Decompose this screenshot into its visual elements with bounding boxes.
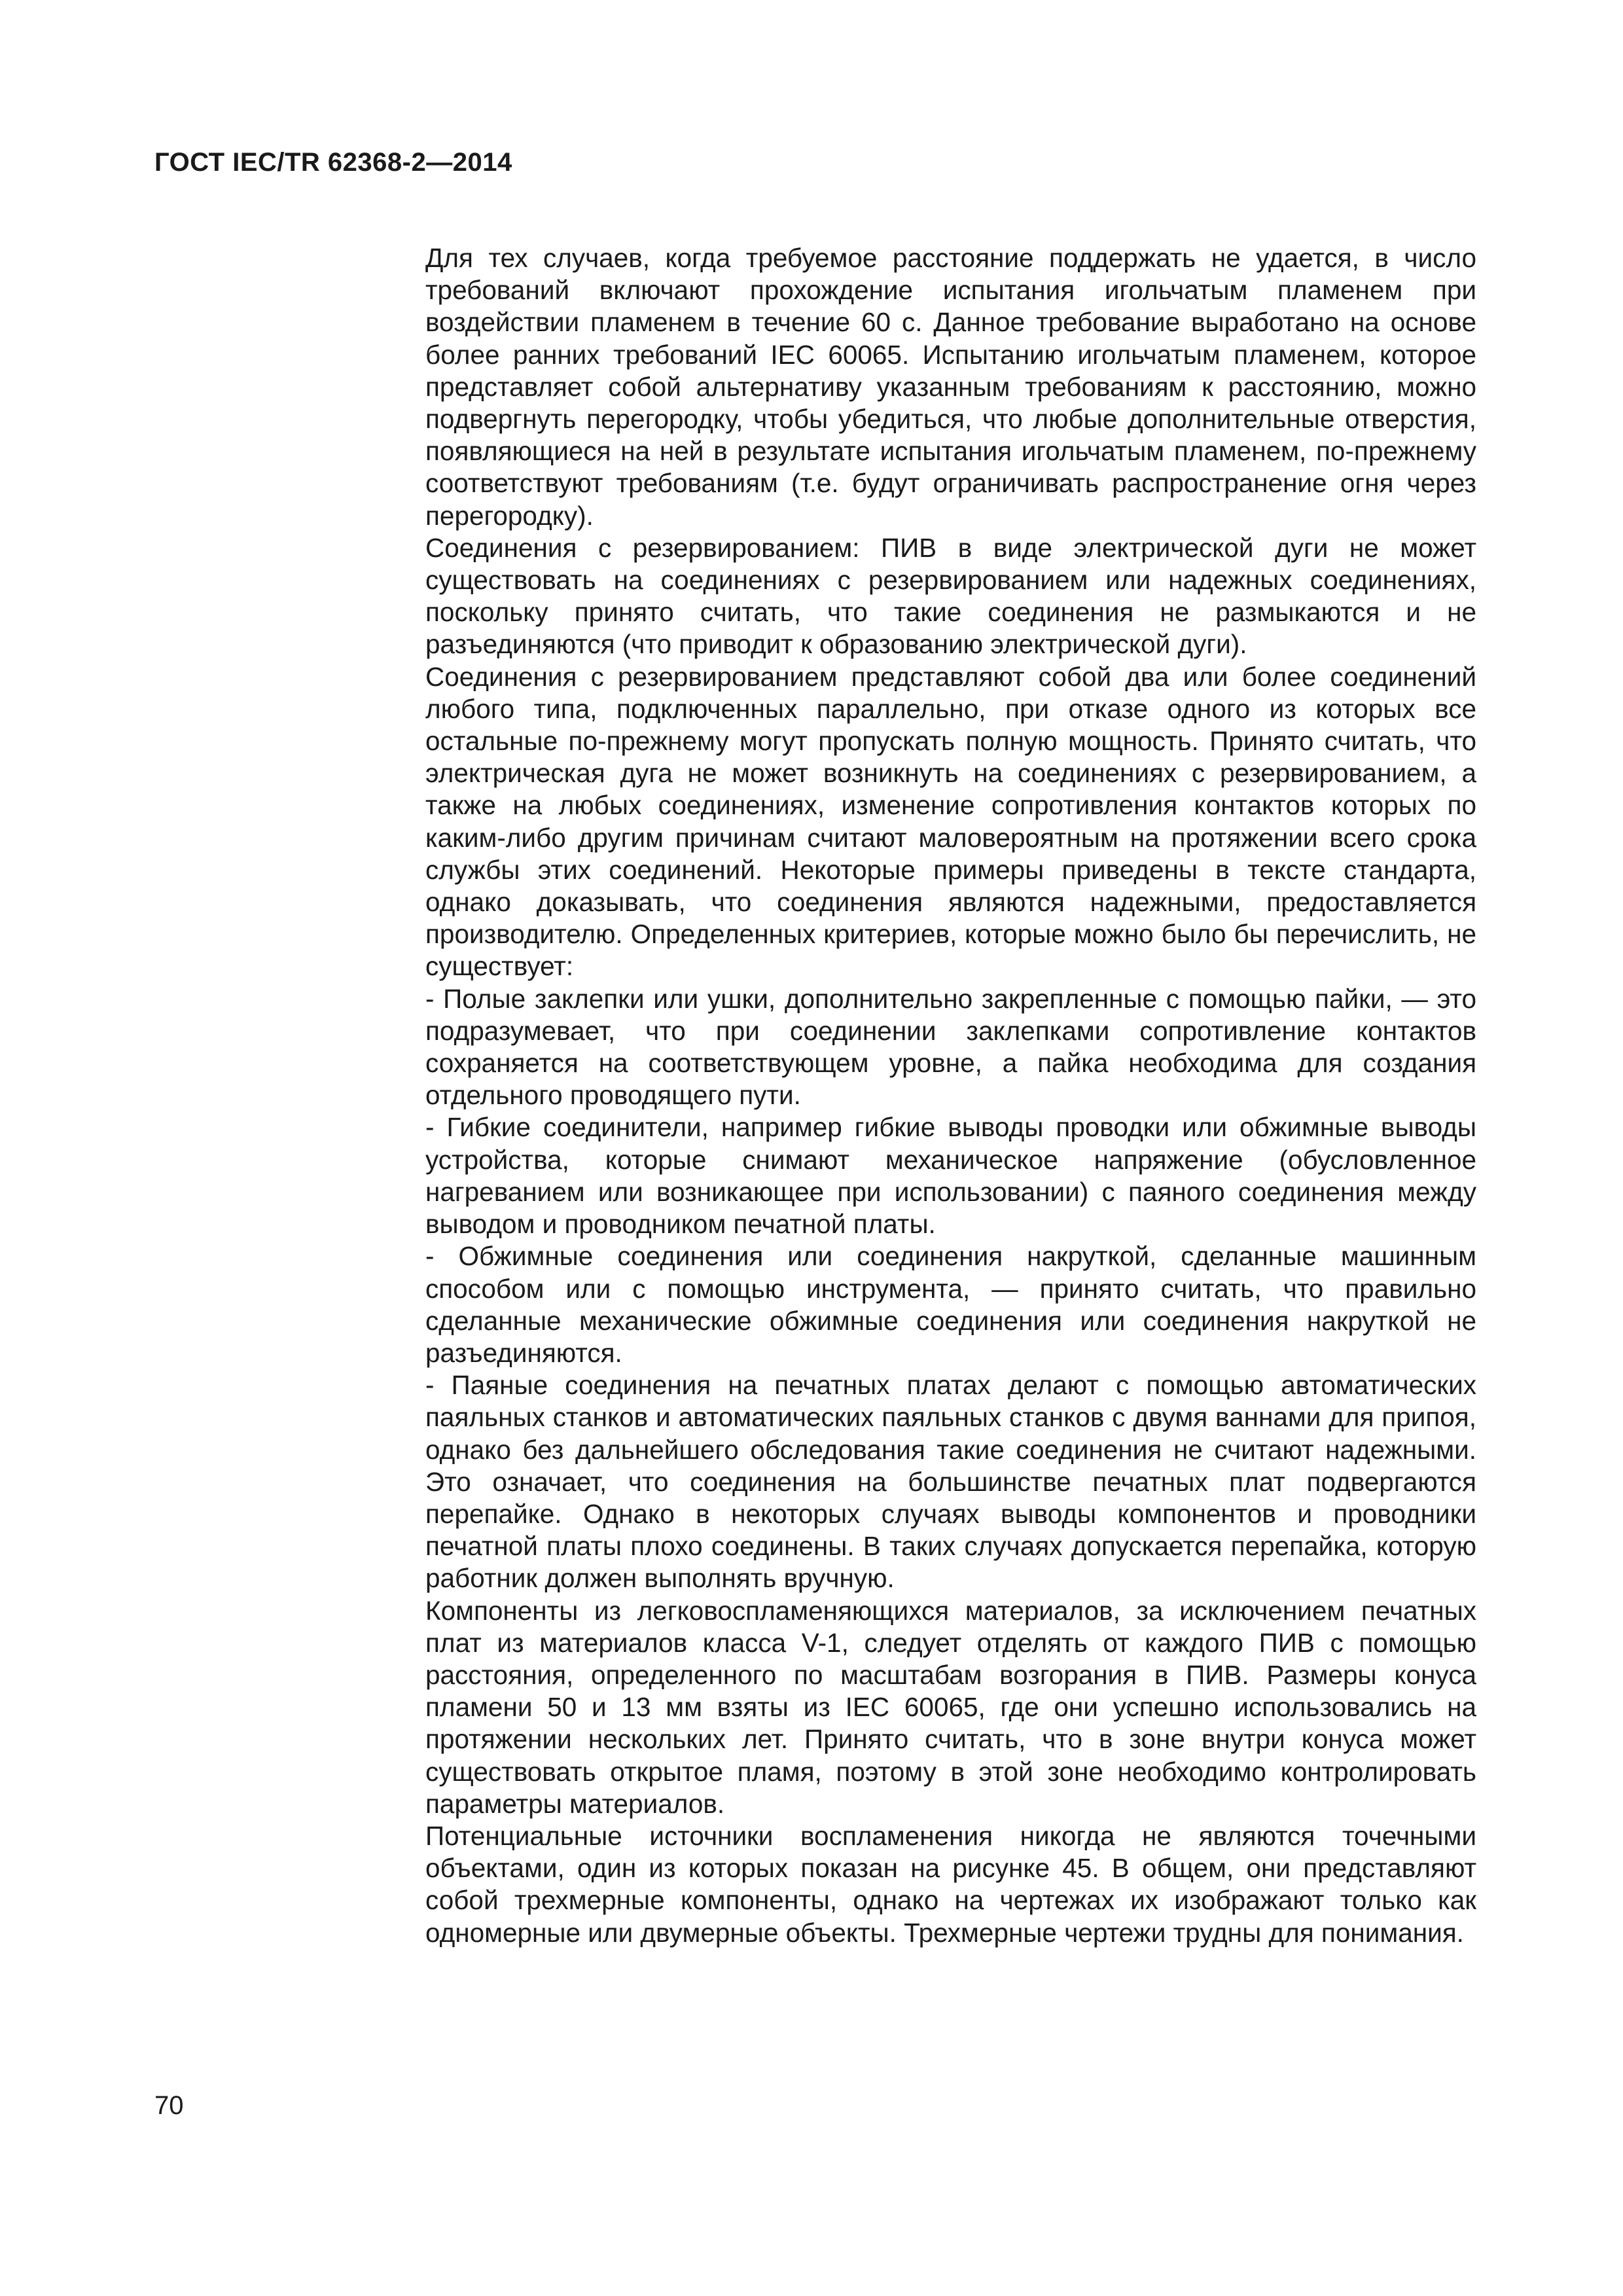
paragraph: Для тех случаев, когда требуемое расстояние поддержать не удается, в число требований включают прохождение испытания игольчатым пламенем при воздействии пламенем в течение 60 с. Данное требование выработано на основе более ранних требований IEC 60065. Испытанию игольчатым пламенем, которое представляет собой альтернативу указанным требованиям к расстоянию, можно подвергнуть перегородку, чтобы убедиться, что любые дополнительные отверстия, появляющиеся на ней в результате испытания игольчатым пламенем, по-прежнему соответствуют требованиям (т.е. будут ограничивать распространение огня через перегородку). — [425, 243, 1476, 531]
paragraph: Соединения с резервированием: ПИВ в виде электрической дуги не может существовать на соединениях с резервированием или надежных соединениях, поскольку принято считать, что такие соединения не размыкаются и не разъединяются (что приводит к образованию электрической дуги). — [425, 532, 1476, 660]
page-number: 70 — [154, 2091, 184, 2120]
list-item: - Полые заклепки или ушки, дополнительно закрепленные с помощью пайки, — это подразумевает, что при соединении заклепками сопротивление контактов сохраняется на соответствующем уровне, а пайка необходима для создания отдельного проводящего пути. — [425, 983, 1476, 1111]
paragraph: Компоненты из легковоспламеняющихся материалов, за исключением печатных плат из материалов класса V-1, следует отделять от каждого ПИВ с помощью расстояния, определенного по масштабам возгорания в ПИВ. Размеры конуса пламени 50 и 13 мм взяты из IEC 60065, где они успешно использовались на протяжении нескольких лет. Принято считать, что в зоне внутри конуса может существовать открытое пламя, поэтому в этой зоне необходимо контролировать параметры материалов. — [425, 1595, 1476, 1819]
paragraph: Соединения с резервированием представляют собой два или более соединений любого типа, подключенных параллельно, при отказе одного из которых все остальные по-прежнему могут пропускать полную мощность. Принято считать, что электрическая дуга не может возникнуть на соединениях с резервированием, а также на любых соединениях, изменение сопротивления контактов которых по каким-либо другим причинам считают маловероятным на протяжении всего срока службы этих соединений. Некоторые примеры приведены в тексте стандарта, однако доказывать, что соединения являются надежными, предоставляется производителю. Определенных критериев, которые можно было бы перечислить, не существует: — [425, 661, 1476, 982]
list-item: - Гибкие соединители, например гибкие выводы проводки или обжимные выводы устройства, которые снимают механическое напряжение (обусловленное нагреванием или возникающее при использовании) с паяного соединения между выводом и проводником печатной платы. — [425, 1112, 1476, 1240]
list-item: - Обжимные соединения или соединения накруткой, сделанные машинным способом или с помощью инструмента, — принято считать, что правильно сделанные механические обжимные соединения или соединения накруткой не разъединяются. — [425, 1241, 1476, 1368]
document-header: ГОСТ IEC/TR 62368-2—2014 — [154, 148, 512, 177]
list-item: - Паяные соединения на печатных платах делают с помощью автоматических паяльных станков и автоматических паяльных станков с двумя ваннами для припоя, однако без дальнейшего обследования такие соединения не считают надежными. Это означает, что соединения на большинстве печатных плат подвергаются перепайке. Однако в некоторых случаях выводы компонентов и проводники печатной платы плохо соединены. В таких случаях допускается перепайка, которую работник должен выполнять вручную. — [425, 1370, 1476, 1594]
document-body — [425, 242, 1476, 1949]
paragraph: Потенциальные источники воспламенения никогда не являются точечными объектами, один из которых показан на рисунке 45. В общем, они представляют собой трехмерные компоненты, однако на чертежах их изображают только как одномерные или двумерные объекты. Трехмерные чертежи трудны для понимания. — [425, 1820, 1476, 1948]
